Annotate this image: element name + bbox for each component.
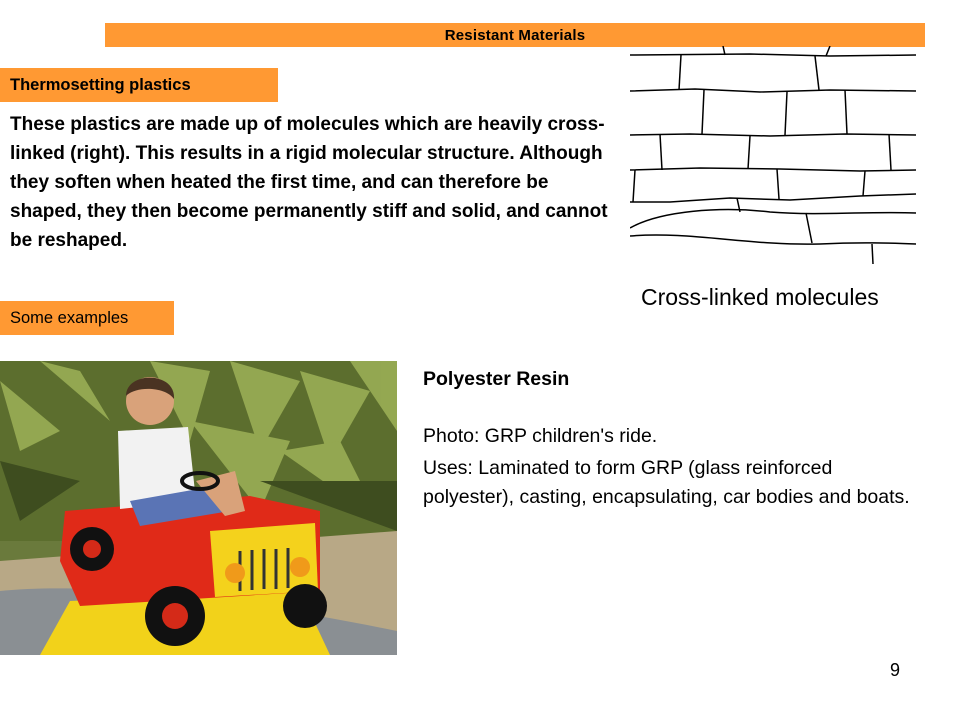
header-bar: [105, 23, 925, 47]
grp-childrens-ride-photo: [0, 361, 397, 655]
example-photo-caption: Photo: GRP children's ride.: [423, 425, 658, 447]
intro-paragraph: These plastics are made up of molecules which are heavily cross-linked (right). This results in a rigid molecular structure. Although they soften when heated the first time, and can therefore be shaped, they then become permanently stiff and solid, and cannot be reshaped.: [10, 114, 608, 251]
section-label-examples: Some examples: [0, 301, 174, 335]
cross-linked-molecules-diagram: [630, 46, 916, 264]
diagram-caption: Cross-linked molecules: [641, 284, 879, 310]
section-label-thermosetting: Thermosetting plastics: [0, 68, 278, 102]
page-number: 9: [890, 660, 901, 680]
header-title: Resistant Materials: [444, 26, 586, 44]
example-uses: Uses: Laminated to form GRP (glass reinforced polyester), casting, encapsulating, car bodies and boats.: [423, 457, 910, 508]
example-title: Polyester Resin: [423, 368, 570, 390]
